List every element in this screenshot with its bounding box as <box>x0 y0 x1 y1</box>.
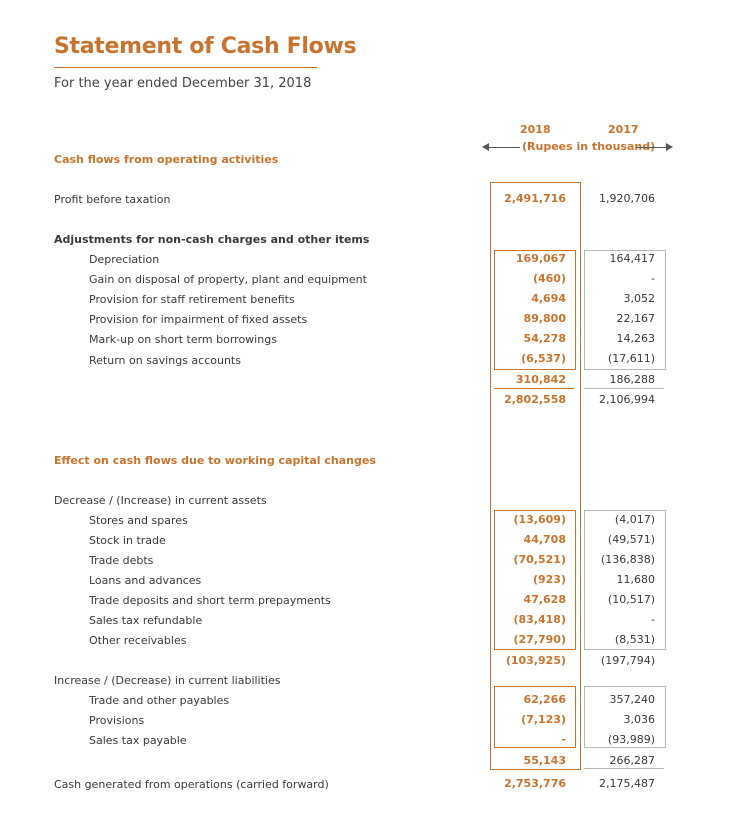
ca-loans-2017: 11,680 <box>616 573 655 586</box>
current-assets-subtotal-2017: (197,794) <box>600 654 655 667</box>
page-subtitle: For the year ended December 31, 2018 <box>54 76 312 91</box>
adj-return-savings-2017: (17,611) <box>607 352 655 365</box>
adj-gain-disposal-label: Gain on disposal of property, plant and equipment <box>89 273 367 286</box>
units-label: (Rupees in thousand) <box>522 140 656 153</box>
adjustments-total-2017: 2,106,994 <box>599 393 655 406</box>
adj-impairment-2018: 89,800 <box>523 312 566 325</box>
ca-stock-2017: (49,571) <box>607 533 655 546</box>
ca-deposits-2017: (10,517) <box>607 593 655 606</box>
ca-stock-2018: 44,708 <box>523 533 566 546</box>
adj-depreciation-label: Depreciation <box>89 253 160 266</box>
adjustments-subtotal-rule-2017 <box>584 388 664 389</box>
adj-gain-disposal-2017: - <box>651 272 655 285</box>
adjustments-total-2018: 2,802,558 <box>504 393 566 406</box>
ca-stores-label: Stores and spares <box>89 514 188 527</box>
adj-markup-label: Mark-up on short term borrowings <box>89 333 277 346</box>
adj-return-savings-label: Return on savings accounts <box>89 354 241 367</box>
current-liabilities-heading: Increase / (Decrease) in current liabilities <box>54 674 281 687</box>
current-liabilities-subtotal-2017: 266,287 <box>609 754 655 767</box>
cash-generated-label: Cash generated from operations (carried forward) <box>54 778 329 791</box>
cl-provisions-label: Provisions <box>89 714 145 727</box>
current-assets-subtotal-2018: (103,925) <box>505 654 566 667</box>
ca-loans-2018: (923) <box>532 573 566 586</box>
adjustments-heading: Adjustments for non-cash charges and other items <box>54 233 370 246</box>
ca-stores-2018: (13,609) <box>513 513 566 526</box>
arrow-line-left <box>488 147 520 148</box>
cl-provisions-2017: 3,036 <box>623 713 655 726</box>
adjustments-subtotal-2017: 186,288 <box>609 373 655 386</box>
adj-staff-retirement-2017: 3,052 <box>623 292 655 305</box>
ca-loans-label: Loans and advances <box>89 574 202 587</box>
ca-trade-debts-2018: (70,521) <box>513 553 566 566</box>
adj-staff-retirement-label: Provision for staff retirement benefits <box>89 293 295 306</box>
ca-stock-label: Stock in trade <box>89 534 166 547</box>
adj-impairment-2017: 22,167 <box>616 312 655 325</box>
section-working-capital-heading: Effect on cash flows due to working capital changes <box>54 454 376 467</box>
adjustments-subtotal-rule-2018 <box>494 388 574 389</box>
profit-before-tax-label: Profit before taxation <box>54 193 171 206</box>
adj-markup-2018: 54,278 <box>523 332 566 345</box>
arrow-line-right <box>636 147 667 148</box>
cash-generated-2018: 2,753,776 <box>504 777 566 790</box>
cl-provisions-2018: (7,123) <box>521 713 566 726</box>
adj-depreciation-2018: 169,067 <box>515 252 566 265</box>
cl-sales-tax-payable-2018: - <box>561 733 566 746</box>
cl-sales-tax-payable-label: Sales tax payable <box>89 734 187 747</box>
adjustments-subtotal-2018: 310,842 <box>515 373 566 386</box>
ca-sales-tax-2018: (83,418) <box>513 613 566 626</box>
cl-payables-2018: 62,266 <box>523 693 566 706</box>
adj-staff-retirement-2018: 4,694 <box>531 292 566 305</box>
ca-sales-tax-label: Sales tax refundable <box>89 614 203 627</box>
ca-trade-debts-label: Trade debts <box>89 554 154 567</box>
adj-impairment-label: Provision for impairment of fixed assets <box>89 313 308 326</box>
adj-markup-2017: 14,263 <box>616 332 655 345</box>
ca-deposits-2018: 47,628 <box>523 593 566 606</box>
current-liabilities-subtotal-rule-2017 <box>584 768 664 769</box>
adj-return-savings-2018: (6,537) <box>521 352 566 365</box>
cl-payables-label: Trade and other payables <box>89 694 230 707</box>
ca-stores-2017: (4,017) <box>614 513 655 526</box>
ca-other-receivables-2017: (8,531) <box>614 633 655 646</box>
ca-sales-tax-2017: - <box>651 613 655 626</box>
adj-gain-disposal-2018: (460) <box>532 272 566 285</box>
profit-before-tax-2018: 2,491,716 <box>504 192 566 205</box>
section-operating-heading: Cash flows from operating activities <box>54 153 279 166</box>
cash-generated-2017: 2,175,487 <box>599 777 655 790</box>
adj-depreciation-2017: 164,417 <box>609 252 655 265</box>
year-2018-header: 2018 <box>520 123 551 136</box>
profit-before-tax-2017: 1,920,706 <box>599 192 655 205</box>
ca-deposits-label: Trade deposits and short term prepayments <box>89 594 331 607</box>
arrow-right-icon <box>666 143 673 151</box>
cl-payables-2017: 357,240 <box>609 693 655 706</box>
title-underline <box>54 67 317 68</box>
ca-trade-debts-2017: (136,838) <box>600 553 655 566</box>
current-assets-heading: Decrease / (Increase) in current assets <box>54 494 267 507</box>
ca-other-receivables-label: Other receivables <box>89 634 187 647</box>
cl-sales-tax-payable-2017: (93,989) <box>607 733 655 746</box>
year-2017-header: 2017 <box>608 123 639 136</box>
current-liabilities-subtotal-2018: 55,143 <box>523 754 566 767</box>
ca-other-receivables-2018: (27,790) <box>513 633 566 646</box>
page-title: Statement of Cash Flows <box>54 34 357 59</box>
